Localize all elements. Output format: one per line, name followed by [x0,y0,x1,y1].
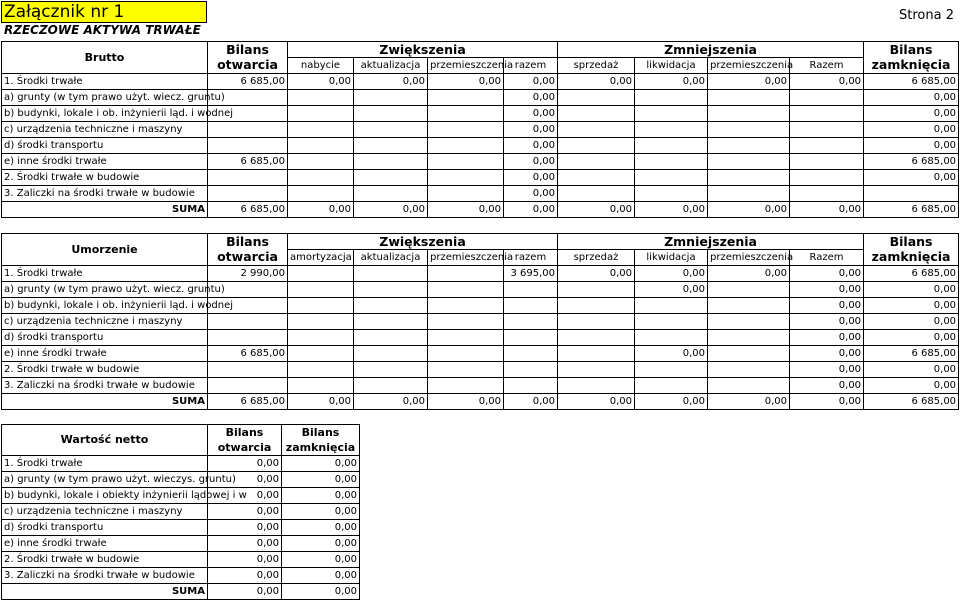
value-cell [635,314,708,330]
value-cell: 6 685,00 [208,74,288,90]
value-cell [354,106,428,122]
value-cell [558,90,635,106]
value-cell [288,266,354,282]
value-cell: 0,00 [354,74,428,90]
table-row [2,154,959,170]
table-row [2,298,959,314]
value-cell [558,106,635,122]
value-cell [558,282,635,298]
value-cell [428,314,504,330]
table-row [2,488,360,504]
table-row [2,472,360,488]
value-cell: 0,00 [504,122,558,138]
value-cell: 6 685,00 [864,154,959,170]
value-cell [708,314,790,330]
value-cell: 0,00 [864,314,959,330]
brutto-section-label: Brutto [2,42,208,74]
value-cell: 6 685,00 [864,266,959,282]
umorzenie-increase-header: Zwiększenia [288,234,558,250]
value-cell [558,170,635,186]
row-label: 3. Zaliczki na środki trwałe w budowie [2,378,208,394]
value-cell: 0,00 [282,488,360,504]
suma-value: 0,00 [635,202,708,218]
suma-value: 6 685,00 [864,202,959,218]
value-cell: 0,00 [864,106,959,122]
value-cell [354,90,428,106]
value-cell: 0,00 [208,488,282,504]
value-cell: 0,00 [504,186,558,202]
value-cell [864,186,959,202]
value-cell: 0,00 [558,74,635,90]
umorzenie-opening-header: Bilans [208,234,288,250]
row-label: 3. Zaliczki na środki trwałe w budowie [2,568,208,584]
value-cell [428,378,504,394]
suma-value: 0,00 [504,394,558,410]
value-cell [558,154,635,170]
row-label: b) budynki, lokale i ob. inżynierii ląd. i wodnej [2,106,208,122]
value-cell: 0,00 [635,266,708,282]
table-row [2,520,360,536]
value-cell: 0,00 [504,106,558,122]
value-cell [428,186,504,202]
value-cell [708,154,790,170]
row-label: c) urządzenia techniczne i maszyny [2,504,208,520]
value-cell [635,378,708,394]
table-row [2,138,959,154]
value-cell: 0,00 [790,282,864,298]
value-cell: 0,00 [635,282,708,298]
value-cell [354,154,428,170]
netto-section-label: Wartość netto [2,425,208,456]
table-row [2,282,959,298]
value-cell: 0,00 [208,472,282,488]
row-label: 1. Środki trwałe [2,266,208,282]
row-label: b) budynki, lokale i obiekty inżynierii lądowej i w [2,488,208,504]
value-cell: 0,00 [208,504,282,520]
suma-value: 0,00 [708,202,790,218]
value-cell [504,362,558,378]
value-cell: 0,00 [790,330,864,346]
value-cell [790,90,864,106]
table-row [2,266,959,282]
value-cell: 0,00 [635,346,708,362]
value-cell: 0,00 [288,74,354,90]
suma-value: 0,00 [558,202,635,218]
value-cell: 0,00 [790,346,864,362]
suma-value: 0,00 [635,394,708,410]
value-cell [635,170,708,186]
brutto-subheader: nabycie [288,58,354,74]
suma-value: 0,00 [354,202,428,218]
value-cell: 0,00 [864,362,959,378]
value-cell [208,138,288,154]
value-cell: 0,00 [708,74,790,90]
value-cell [790,170,864,186]
suma-label: SUMA [2,202,208,218]
row-label: b) budynki, lokale i ob. inżynierii ląd. i wodnej [2,298,208,314]
brutto-decrease-header: Zmniejszenia [558,42,864,58]
value-cell [428,138,504,154]
suma-value: 6 685,00 [208,394,288,410]
value-cell [354,122,428,138]
value-cell [635,186,708,202]
value-cell [635,362,708,378]
suma-label: SUMA [2,584,208,600]
suma-value: 0,00 [288,394,354,410]
value-cell [708,330,790,346]
table-row [2,568,360,584]
value-cell [288,330,354,346]
table-row [2,346,959,362]
value-cell: 0,00 [282,456,360,472]
value-cell: 0,00 [790,74,864,90]
umorzenie-subheader: przemieszczenia [428,250,504,266]
value-cell: 0,00 [208,456,282,472]
value-cell [428,298,504,314]
value-cell [428,154,504,170]
value-cell [288,90,354,106]
value-cell [708,186,790,202]
brutto-subheader: przemieszczenia [428,58,504,74]
value-cell [288,154,354,170]
value-cell: 0,00 [790,266,864,282]
table-row [2,122,959,138]
value-cell [635,138,708,154]
umorzenie-decrease-header: Zmniejszenia [558,234,864,250]
value-cell: 0,00 [864,282,959,298]
value-cell [558,362,635,378]
value-cell: 0,00 [504,90,558,106]
table-row [2,90,959,106]
value-cell [208,362,288,378]
suma-value: 6 685,00 [864,394,959,410]
value-cell [708,122,790,138]
value-cell [428,330,504,346]
value-cell: 0,00 [864,378,959,394]
brutto-closing-header: Bilans [864,42,959,58]
value-cell: 0,00 [282,536,360,552]
value-cell: 0,00 [504,74,558,90]
suma-value: 0,00 [558,394,635,410]
suma-row [2,394,959,410]
suma-value: 6 685,00 [208,202,288,218]
value-cell [288,314,354,330]
suma-label: SUMA [2,394,208,410]
value-cell [288,298,354,314]
value-cell: 0,00 [208,552,282,568]
table-row [2,456,360,472]
row-label: e) inne środki trwałe [2,346,208,362]
value-cell [558,138,635,154]
value-cell: 6 685,00 [864,74,959,90]
value-cell: 0,00 [282,520,360,536]
value-cell [288,378,354,394]
value-cell: 0,00 [790,378,864,394]
table-row [2,504,360,520]
umorzenie-subheader: likwidacja [635,250,708,266]
table-row [2,106,959,122]
brutto-increase-header: Zwiększenia [288,42,558,58]
value-cell [558,298,635,314]
value-cell: 0,00 [790,362,864,378]
value-cell: 0,00 [208,520,282,536]
row-label: 2. Środki trwałe w budowie [2,362,208,378]
table-row [2,74,959,90]
value-cell [504,330,558,346]
value-cell [208,314,288,330]
value-cell: 0,00 [864,298,959,314]
value-cell [708,378,790,394]
value-cell: 0,00 [790,314,864,330]
value-cell: 2 990,00 [208,266,288,282]
value-cell [635,106,708,122]
value-cell [428,346,504,362]
netto-closing-header-2: zamknięcia [282,440,360,456]
umorzenie-subheader: aktualizacja [354,250,428,266]
value-cell [288,170,354,186]
row-label: a) grunty (w tym prawo użyt. wiecz. gruntu) [2,90,208,106]
value-cell: 0,00 [558,266,635,282]
table-row [2,186,959,202]
value-cell: 0,00 [282,504,360,520]
umorzenie-subheader: sprzedaż [558,250,635,266]
suma-value: 0,00 [504,202,558,218]
brutto-subheader: aktualizacja [354,58,428,74]
table-row [2,330,959,346]
value-cell [354,298,428,314]
value-cell [428,90,504,106]
value-cell [504,314,558,330]
value-cell: 0,00 [864,122,959,138]
value-cell [635,90,708,106]
value-cell [708,298,790,314]
brutto-table [1,41,959,218]
row-label: a) grunty (w tym prawo użyt. wieczys. gruntu) [2,472,208,488]
table-row [2,362,959,378]
umorzenie-subheader: amortyzacja [288,250,354,266]
umorzenie-section-label: Umorzenie [2,234,208,266]
brutto-closing-header-2: zamknięcia [864,58,959,74]
value-cell [558,314,635,330]
value-cell [428,362,504,378]
value-cell [504,282,558,298]
value-cell: 0,00 [864,138,959,154]
value-cell [558,378,635,394]
value-cell [790,154,864,170]
umorzenie-opening-header-2: otwarcia [208,250,288,266]
value-cell [354,186,428,202]
value-cell: 0,00 [635,74,708,90]
row-label: 1. Środki trwałe [2,456,208,472]
brutto-subheader: sprzedaż [558,58,635,74]
value-cell [288,138,354,154]
suma-row [2,202,959,218]
value-cell [558,122,635,138]
suma-value: 0,00 [428,202,504,218]
value-cell [504,298,558,314]
value-cell [635,330,708,346]
value-cell: 0,00 [282,552,360,568]
netto-opening-header-2: otwarcia [208,440,282,456]
value-cell [790,186,864,202]
value-cell: 0,00 [864,330,959,346]
value-cell [354,282,428,298]
suma-row [2,584,360,600]
umorzenie-closing-header-2: zamknięcia [864,250,959,266]
brutto-subheader: likwidacja [635,58,708,74]
value-cell: 0,00 [504,170,558,186]
value-cell [208,186,288,202]
value-cell: 0,00 [864,90,959,106]
value-cell [208,170,288,186]
row-label: d) środki transportu [2,520,208,536]
value-cell [504,378,558,394]
value-cell [428,282,504,298]
value-cell [708,346,790,362]
value-cell [288,282,354,298]
value-cell [790,138,864,154]
brutto-opening-header: Bilans [208,42,288,58]
section-subtitle: RZECZOWE AKTYWA TRWAŁE [4,23,201,37]
umorzenie-subheader: Razem [790,250,864,266]
value-cell: 6 685,00 [208,154,288,170]
row-label: 2. Środki trwałe w budowie [2,552,208,568]
suma-value: 0,00 [282,584,360,600]
value-cell [354,314,428,330]
value-cell [354,346,428,362]
row-label: 2. Środki trwałe w budowie [2,170,208,186]
value-cell [288,186,354,202]
suma-value: 0,00 [208,584,282,600]
value-cell [208,378,288,394]
value-cell: 3 695,00 [504,266,558,282]
value-cell [288,106,354,122]
value-cell [354,266,428,282]
value-cell: 6 685,00 [864,346,959,362]
value-cell: 0,00 [208,536,282,552]
row-label: e) inne środki trwałe [2,536,208,552]
value-cell [208,122,288,138]
value-cell: 0,00 [790,298,864,314]
umorzenie-table [1,233,959,410]
value-cell: 0,00 [428,74,504,90]
value-cell [708,106,790,122]
value-cell [428,106,504,122]
value-cell [428,266,504,282]
value-cell [288,362,354,378]
row-label: d) środki transportu [2,330,208,346]
value-cell [790,122,864,138]
value-cell [558,330,635,346]
value-cell [708,170,790,186]
brutto-subheader: razem [504,58,558,74]
page-number: Strona 2 [899,8,954,23]
table-row [2,536,360,552]
value-cell [504,346,558,362]
value-cell [288,346,354,362]
table-row [2,314,959,330]
value-cell [558,346,635,362]
value-cell: 0,00 [708,266,790,282]
value-cell [708,362,790,378]
value-cell [208,330,288,346]
value-cell [354,378,428,394]
value-cell [635,154,708,170]
brutto-opening-header-2: otwarcia [208,58,288,74]
value-cell [354,330,428,346]
row-label: 3. Zaliczki na środki trwałe w budowie [2,186,208,202]
value-cell [635,122,708,138]
row-label: d) środki transportu [2,138,208,154]
table-row [2,378,959,394]
netto-opening-header: Bilans [208,425,282,441]
value-cell [635,298,708,314]
suma-value: 0,00 [428,394,504,410]
value-cell [428,170,504,186]
value-cell [708,138,790,154]
value-cell [708,282,790,298]
value-cell [558,186,635,202]
row-label: 1. Środki trwałe [2,74,208,90]
suma-value: 0,00 [790,394,864,410]
value-cell: 0,00 [282,568,360,584]
value-cell: 0,00 [504,138,558,154]
umorzenie-subheader: przemieszczenia [708,250,790,266]
suma-value: 0,00 [288,202,354,218]
row-label: c) urządzenia techniczne i maszyny [2,314,208,330]
row-label: e) inne środki trwałe [2,154,208,170]
suma-value: 0,00 [708,394,790,410]
value-cell: 0,00 [208,568,282,584]
value-cell [790,106,864,122]
value-cell [354,138,428,154]
value-cell [428,122,504,138]
umorzenie-closing-header: Bilans [864,234,959,250]
value-cell [354,362,428,378]
value-cell: 6 685,00 [208,346,288,362]
value-cell: 0,00 [504,154,558,170]
value-cell: 0,00 [864,170,959,186]
suma-value: 0,00 [354,394,428,410]
table-row [2,552,360,568]
row-label: c) urządzenia techniczne i maszyny [2,122,208,138]
brutto-subheader: Razem [790,58,864,74]
attachment-title: Załącznik nr 1 [1,1,207,23]
value-cell [708,90,790,106]
row-label: a) grunty (w tym prawo użyt. wiecz. gruntu) [2,282,208,298]
value-cell [288,122,354,138]
suma-value: 0,00 [790,202,864,218]
value-cell: 0,00 [282,472,360,488]
brutto-subheader: przemieszczenia [708,58,790,74]
value-cell [354,170,428,186]
umorzenie-subheader: razem [504,250,558,266]
table-row [2,170,959,186]
netto-table [1,424,360,600]
netto-closing-header: Bilans [282,425,360,441]
